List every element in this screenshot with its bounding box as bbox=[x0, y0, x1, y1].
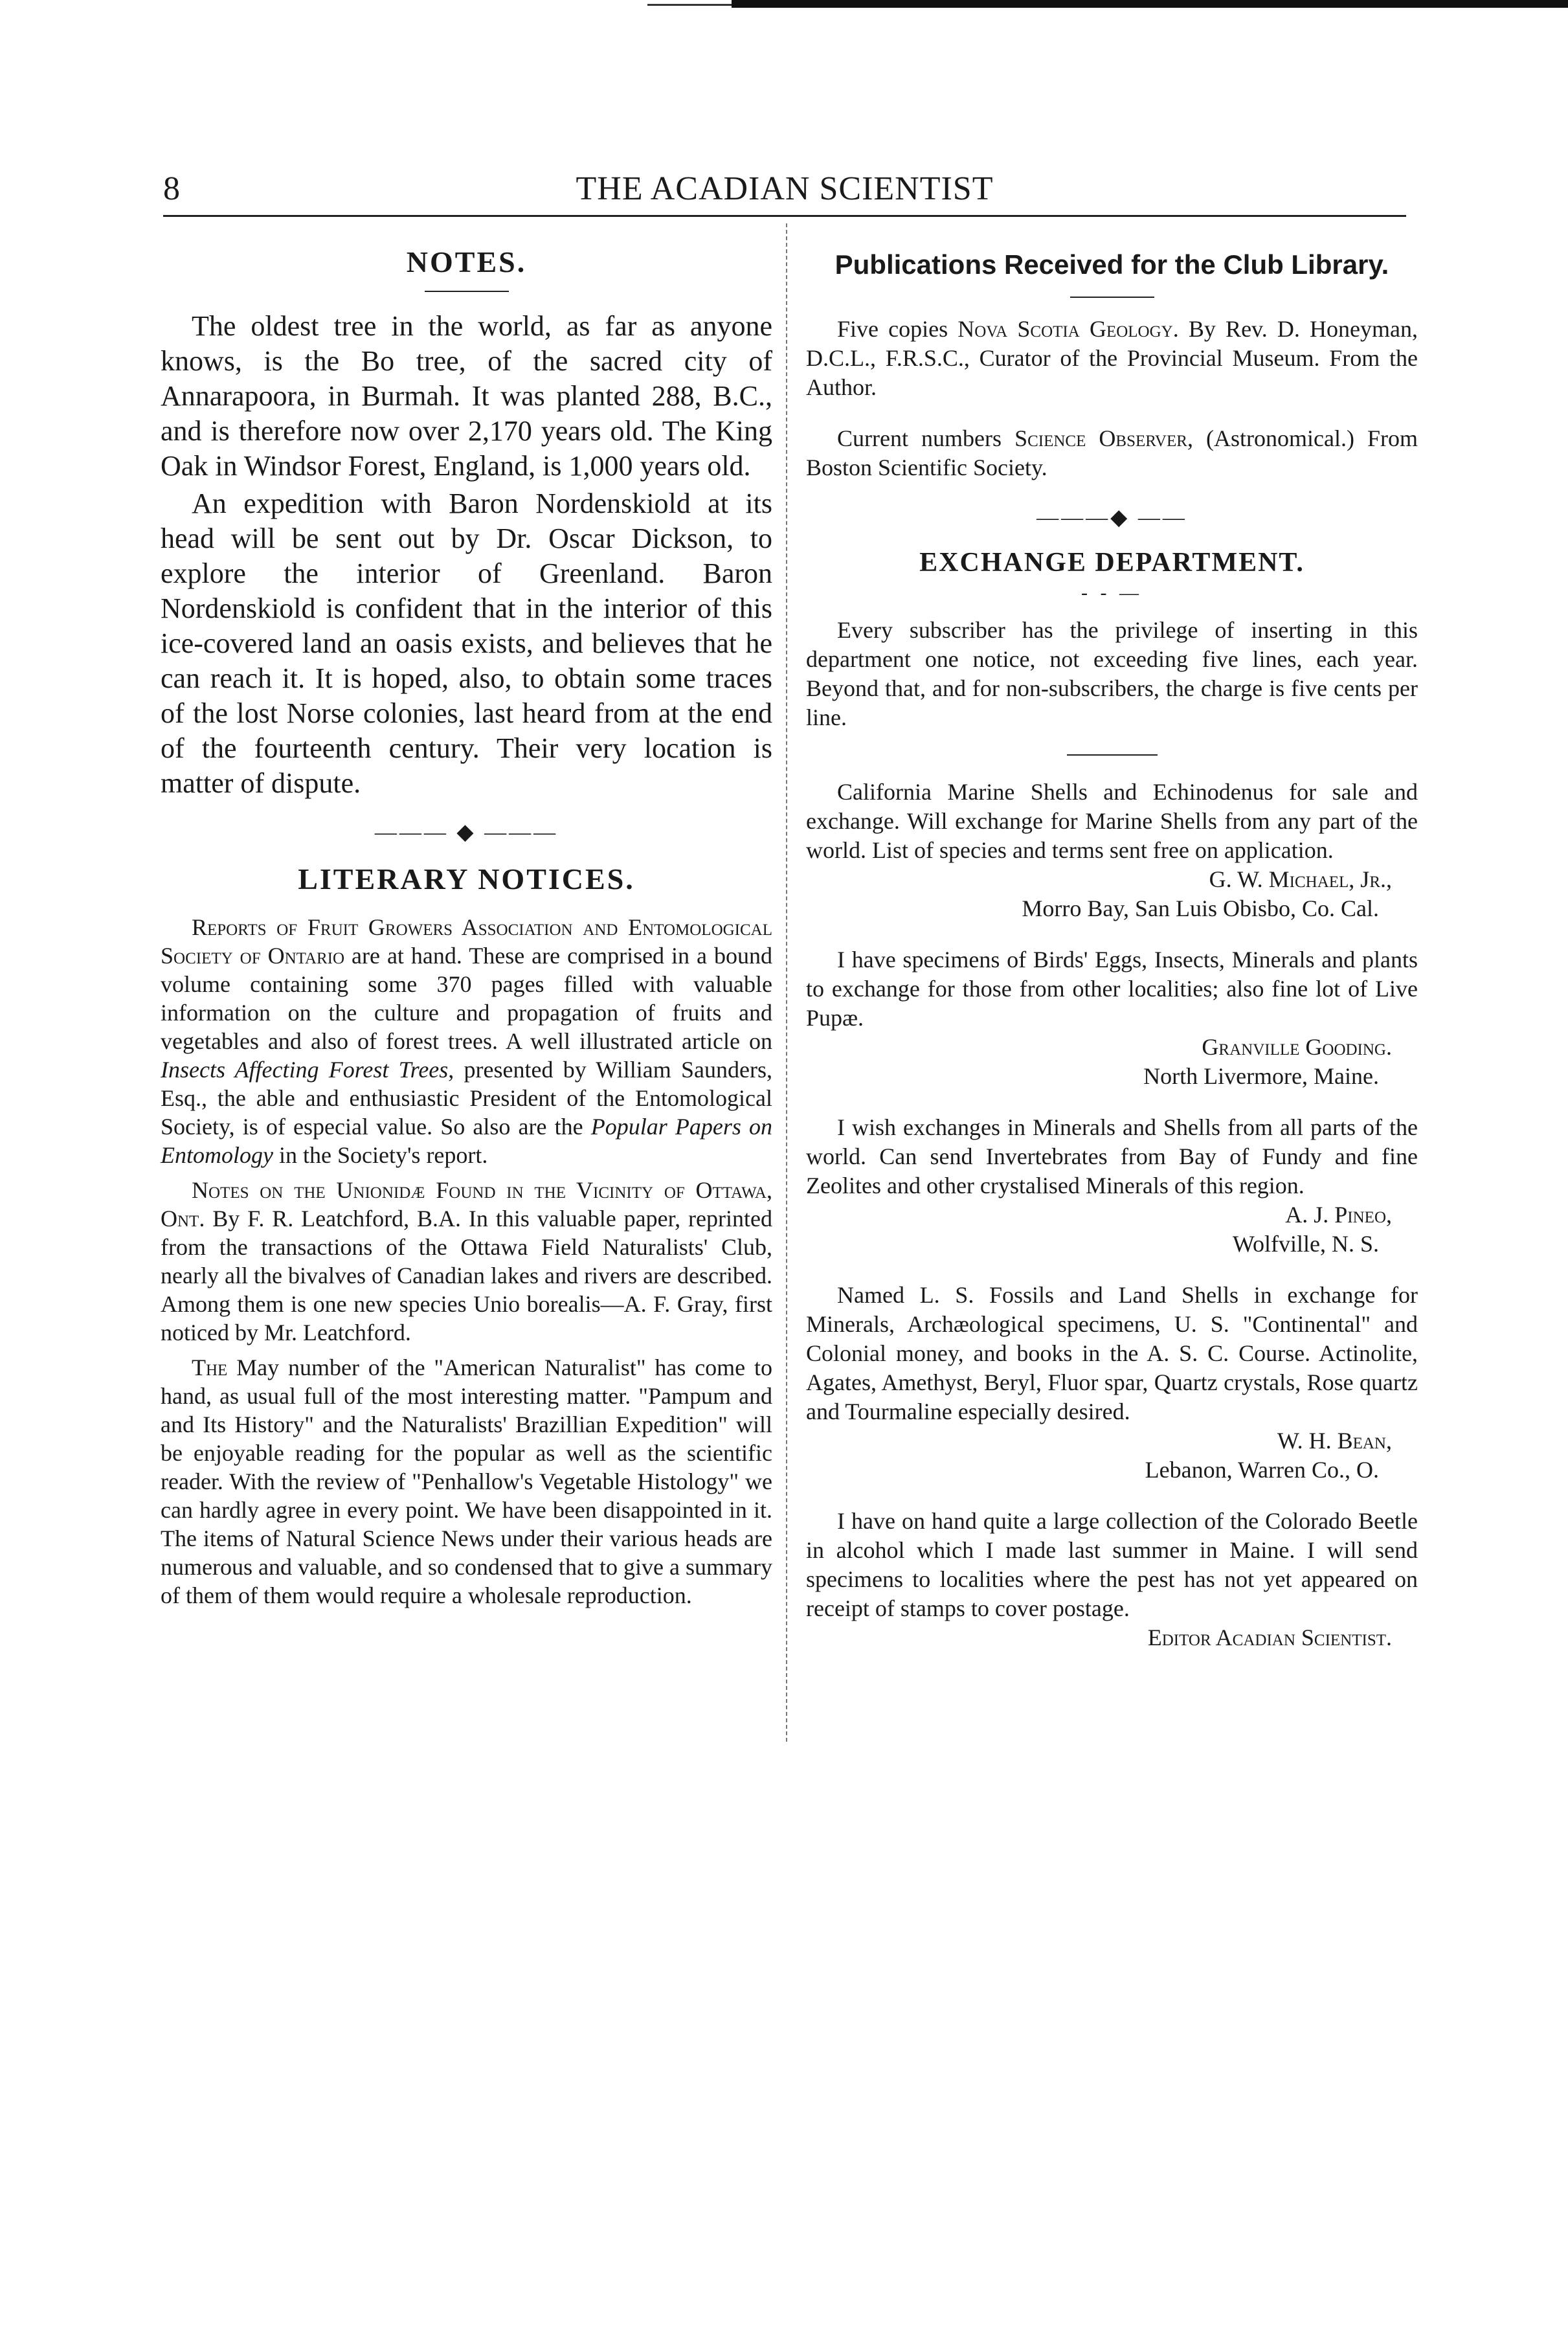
exchange-rule bbox=[1067, 754, 1158, 756]
literary-notice: The May number of the "American Naturalist" has come to hand, as usual full of the most interesting matter. "Pampum and and Its History" and the Naturalists' Brazillian Expedition" will be enjoyable reading for the popular as well as the scientific reader. With the review of "Penhallow's Vegetable Histology" we can hardly agree in every point. We have been disappointed in it. The items of Natural Science News under their various heads are numerous and valuable, and so condensed that to give a summary of them of them would require a wholesale reproduction. bbox=[161, 1355, 772, 1608]
note-paragraph: The oldest tree in the world, as far as anyone knows, is the Bo tree, of the sacred city of Annarapoora, in Burmah. It was planted 288, B.C., and is therefore now over 2,170 years old. The King Oak in Windsor Forest, England, is 1,000 years old. bbox=[161, 310, 772, 482]
ad-location: Morro Bay, San Luis Obisbo, Co. Cal. bbox=[1022, 895, 1379, 921]
publications-rule bbox=[1070, 297, 1154, 298]
right-column bbox=[806, 245, 1418, 1674]
running-title: THE ACADIAN SCIENTIST bbox=[576, 170, 994, 207]
ad-text: I have on hand quite a large collection of the Colorado Beetle in alcohol which I made last summer in Maine. I will send specimens to localities where the pest has not yet appeared on receipt of stamps to cover postage. bbox=[806, 1508, 1418, 1621]
exchange-ad bbox=[806, 1113, 1418, 1259]
page-header bbox=[163, 170, 1406, 215]
literary-notice: Notes on the Unionidæ Found in the Vicinity of Ottawa, Ont. By F. R. Leatchford, B.A. In this valuable paper, reprinted from the transactions of the Ottawa Field Naturalists' Club, nearly all the bivalves of Canadian lakes and rivers are described. Among them is one new species Unio borealis—A. F. Gray, first noticed by Mr. Leatchford. bbox=[161, 1177, 772, 1345]
exchange-dots: - - — bbox=[1081, 582, 1143, 603]
notes-heading: NOTES. bbox=[406, 245, 527, 278]
ad-text: California Marine Shells and Echinodenus for sale and exchange. Will exchange for Marine Shells from any part of the world. List of species and terms sent free on application. bbox=[806, 779, 1418, 863]
exchange-intro: Every subscriber has the privilege of inserting in this department one notice, not exceeding five lines, each year. Beyond that, and for non-subscribers, the charge is five cents per line. bbox=[806, 617, 1418, 730]
ad-signature: Editor Acadian Scientist. bbox=[1147, 1625, 1392, 1650]
publication-entry: Five copies Nova Scotia Geology. By Rev. D. Honeyman, D.C.L., F.R.S.C., Curator of the Provincial Museum. From the Author. bbox=[806, 316, 1418, 400]
notice-lead: The bbox=[192, 1355, 228, 1380]
exchange-heading: EXCHANGE DEPARTMENT. bbox=[919, 548, 1305, 578]
exchange-ad bbox=[806, 1507, 1418, 1652]
left-column bbox=[161, 245, 772, 1610]
notes-rule bbox=[425, 291, 509, 292]
header-rule bbox=[163, 215, 1406, 217]
column-divider bbox=[786, 223, 787, 1742]
publication-entry: Current numbers Science Observer, (Astronomical.) From Boston Scientific Society. bbox=[806, 425, 1418, 480]
notice-italic: Insects Affecting Forest Trees bbox=[161, 1057, 449, 1083]
exchange-ad bbox=[806, 778, 1418, 923]
notes-body bbox=[161, 309, 772, 801]
ad-signature: G. W. Michael, Jr., bbox=[1209, 866, 1392, 892]
exchange-ad bbox=[806, 1281, 1418, 1485]
publications-heading: Publications Received for the Club Library. bbox=[834, 249, 1389, 280]
ad-location: Lebanon, Warren Co., O. bbox=[1145, 1457, 1379, 1483]
literary-notices-heading: LITERARY NOTICES. bbox=[298, 862, 635, 895]
notice-italic: Popular Papers on Entomology bbox=[161, 1114, 773, 1168]
note-paragraph: An expedition with Baron Nordenskiold at its head will be sent out by Dr. Oscar Dickson, to explore the interior of Greenland. Baron Nordenskiold is confident that in the interior of this ice-covered land an oasis exists, and believes that he can reach it. It is hoped, also, to obtain some traces of the lost Norse colonies, last heard from at the end of the fourteenth century. Their very location is matter of dispute. bbox=[161, 488, 772, 799]
literary-notices-body bbox=[161, 913, 772, 1610]
exchange-ad bbox=[806, 945, 1418, 1091]
exchange-body bbox=[806, 616, 1418, 1652]
ad-text: Named L. S. Fossils and Land Shells in exchange for Minerals, Archæological specimens, U. S. "Continental" and Colonial money, and books in the A. S. C. Course. Actinolite, Agates, Amethyst, Beryl, Fluor spar, Quartz crystals, Rose quartz and Tourmaline especially desired. bbox=[806, 1282, 1418, 1424]
publications-list bbox=[806, 315, 1418, 482]
scan-edge-bar bbox=[732, 0, 1568, 8]
ad-location: North Livermore, Maine. bbox=[1143, 1063, 1379, 1089]
ad-text: I wish exchanges in Minerals and Shells from all parts of the world. Can send Invertebrates from Bay of Fundy and fine Zeolites and other crystalised Minerals of this region. bbox=[806, 1114, 1418, 1198]
literary-notice: Reports of Fruit Growers Association and Entomological Society of Ontario are at hand. These are comprised in a bound volume containing some 370 pages filled with valuable information on the culture and propagation of fruits and vegetables and also of forest trees. A well illustrated article on Insects Affecting Forest Trees, presented by William Saunders, Esq., the able and enthusiastic President of the Entomological Society, is of especial value. So also are the Popular Papers on Entomology in the Society's report. bbox=[161, 914, 773, 1168]
ad-signature: Granville Gooding. bbox=[1202, 1034, 1392, 1060]
notice-lead: Reports of Fruit Growers Association and Entomological Society of Ontario bbox=[161, 914, 772, 969]
ad-signature: W. H. Bean, bbox=[1277, 1428, 1392, 1454]
ad-signature: A. J. Pineo, bbox=[1285, 1202, 1392, 1228]
ad-text: I have specimens of Birds' Eggs, Insects, Minerals and plants to exchange for those from other localities; also fine lot of Live Pupæ. bbox=[806, 947, 1418, 1031]
ad-location: Wolfville, N. S. bbox=[1232, 1231, 1379, 1257]
section-ornament: ———◆ —— bbox=[1036, 506, 1187, 530]
section-ornament: ——— ◆ ——— bbox=[374, 820, 559, 844]
page-number: 8 bbox=[163, 170, 180, 207]
notice-lead: Notes on the Unionidæ Found in the Vicinity of Ottawa, Ont. bbox=[161, 1177, 772, 1232]
